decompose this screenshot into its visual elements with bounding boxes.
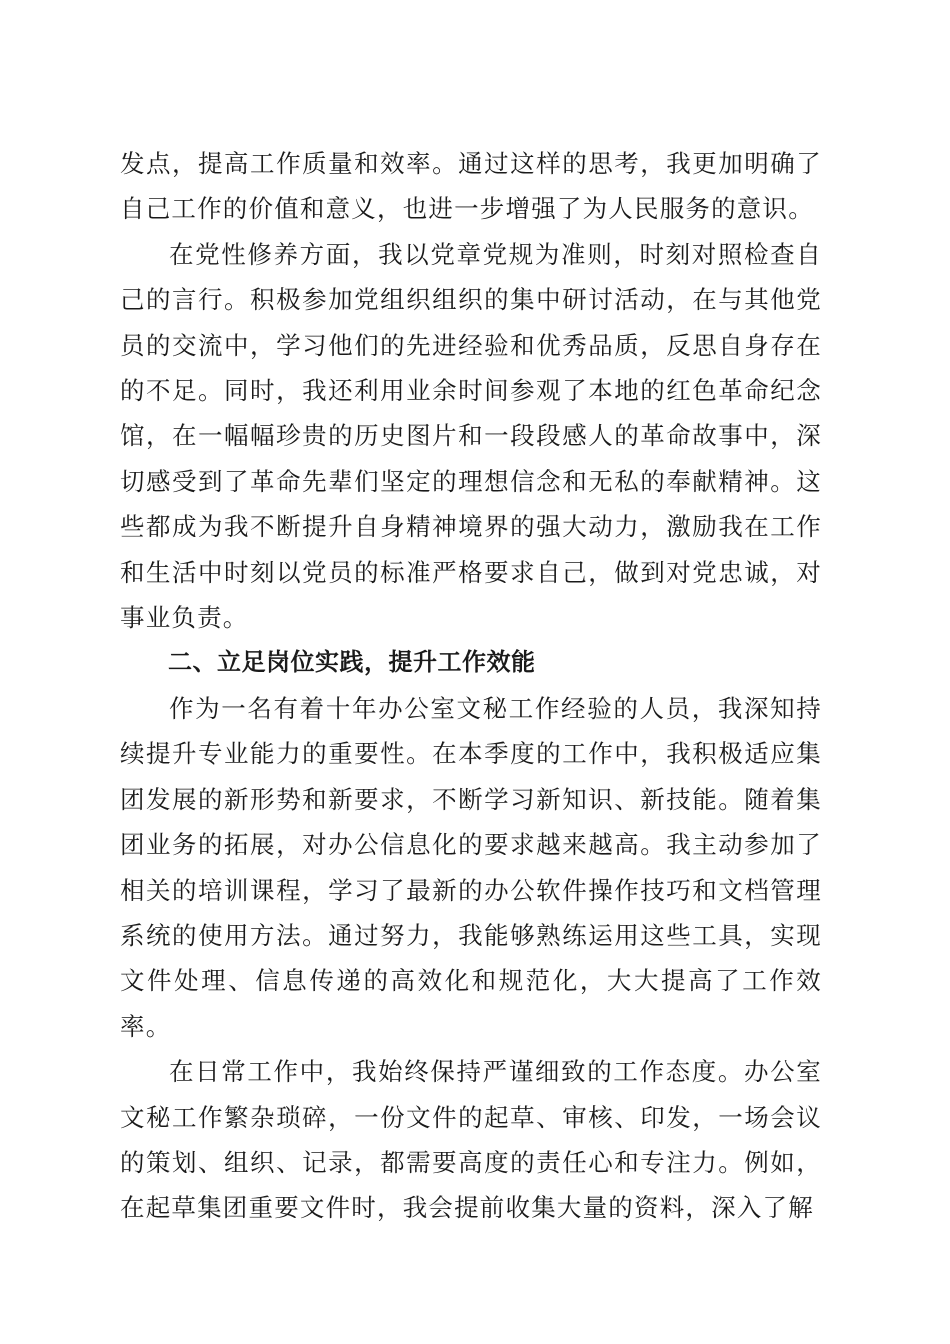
paragraph-daily-work: 在日常工作中，我始终保持严谨细致的工作态度。办公室文秘工作繁杂琐碎，一份文件的起草、审核、印发，一场会议的策划、组织、记录，都需要高度的责任心和专注力。例如，在起草集团重要文件时，我会提前收集大量的资料，深入了解 [120, 1057, 822, 1223]
section-heading-2: 二、立足岗位实践，提升工作效能 [168, 648, 536, 677]
document-page [120, 141, 822, 1231]
paragraph-continuation: 发点，提高工作质量和效率。通过这样的思考，我更加明确了自己工作的价值和意义，也进一步增强了为人民服务的意识。 [120, 149, 822, 224]
paragraph-professional-skills: 作为一名有着十年办公室文秘工作经验的人员，我深知持续提升专业能力的重要性。在本季度的工作中，我积极适应集团发展的新形势和新要求，不断学习新知识、新技能。随着集团业务的拓展，对办公信息化的要求越来越高。我主动参加了相关的培训课程，学习了最新的办公软件操作技巧和文档管理系统的使用方法。通过努力，我能够熟练运用这些工具，实现文件处理、信息传递的高效化和规范化，大大提高了工作效率。 [120, 693, 822, 1041]
paragraph-party-cultivation: 在党性修养方面，我以党章党规为准则，时刻对照检查自己的言行。积极参加党组织组织的集中研讨活动，在与其他党员的交流中，学习他们的先进经验和优秀品质，反思自身存在的不足。同时，我还利用业余时间参观了本地的红色革命纪念馆，在一幅幅珍贵的历史图片和一段段感人的革命故事中，深切感受到了革命先辈们坚定的理想信念和无私的奉献精神。这些都成为我不断提升自身精神境界的强大动力，激励我在工作和生活中时刻以党员的标准严格要求自己，做到对党忠诚，对事业负责。 [120, 239, 822, 633]
